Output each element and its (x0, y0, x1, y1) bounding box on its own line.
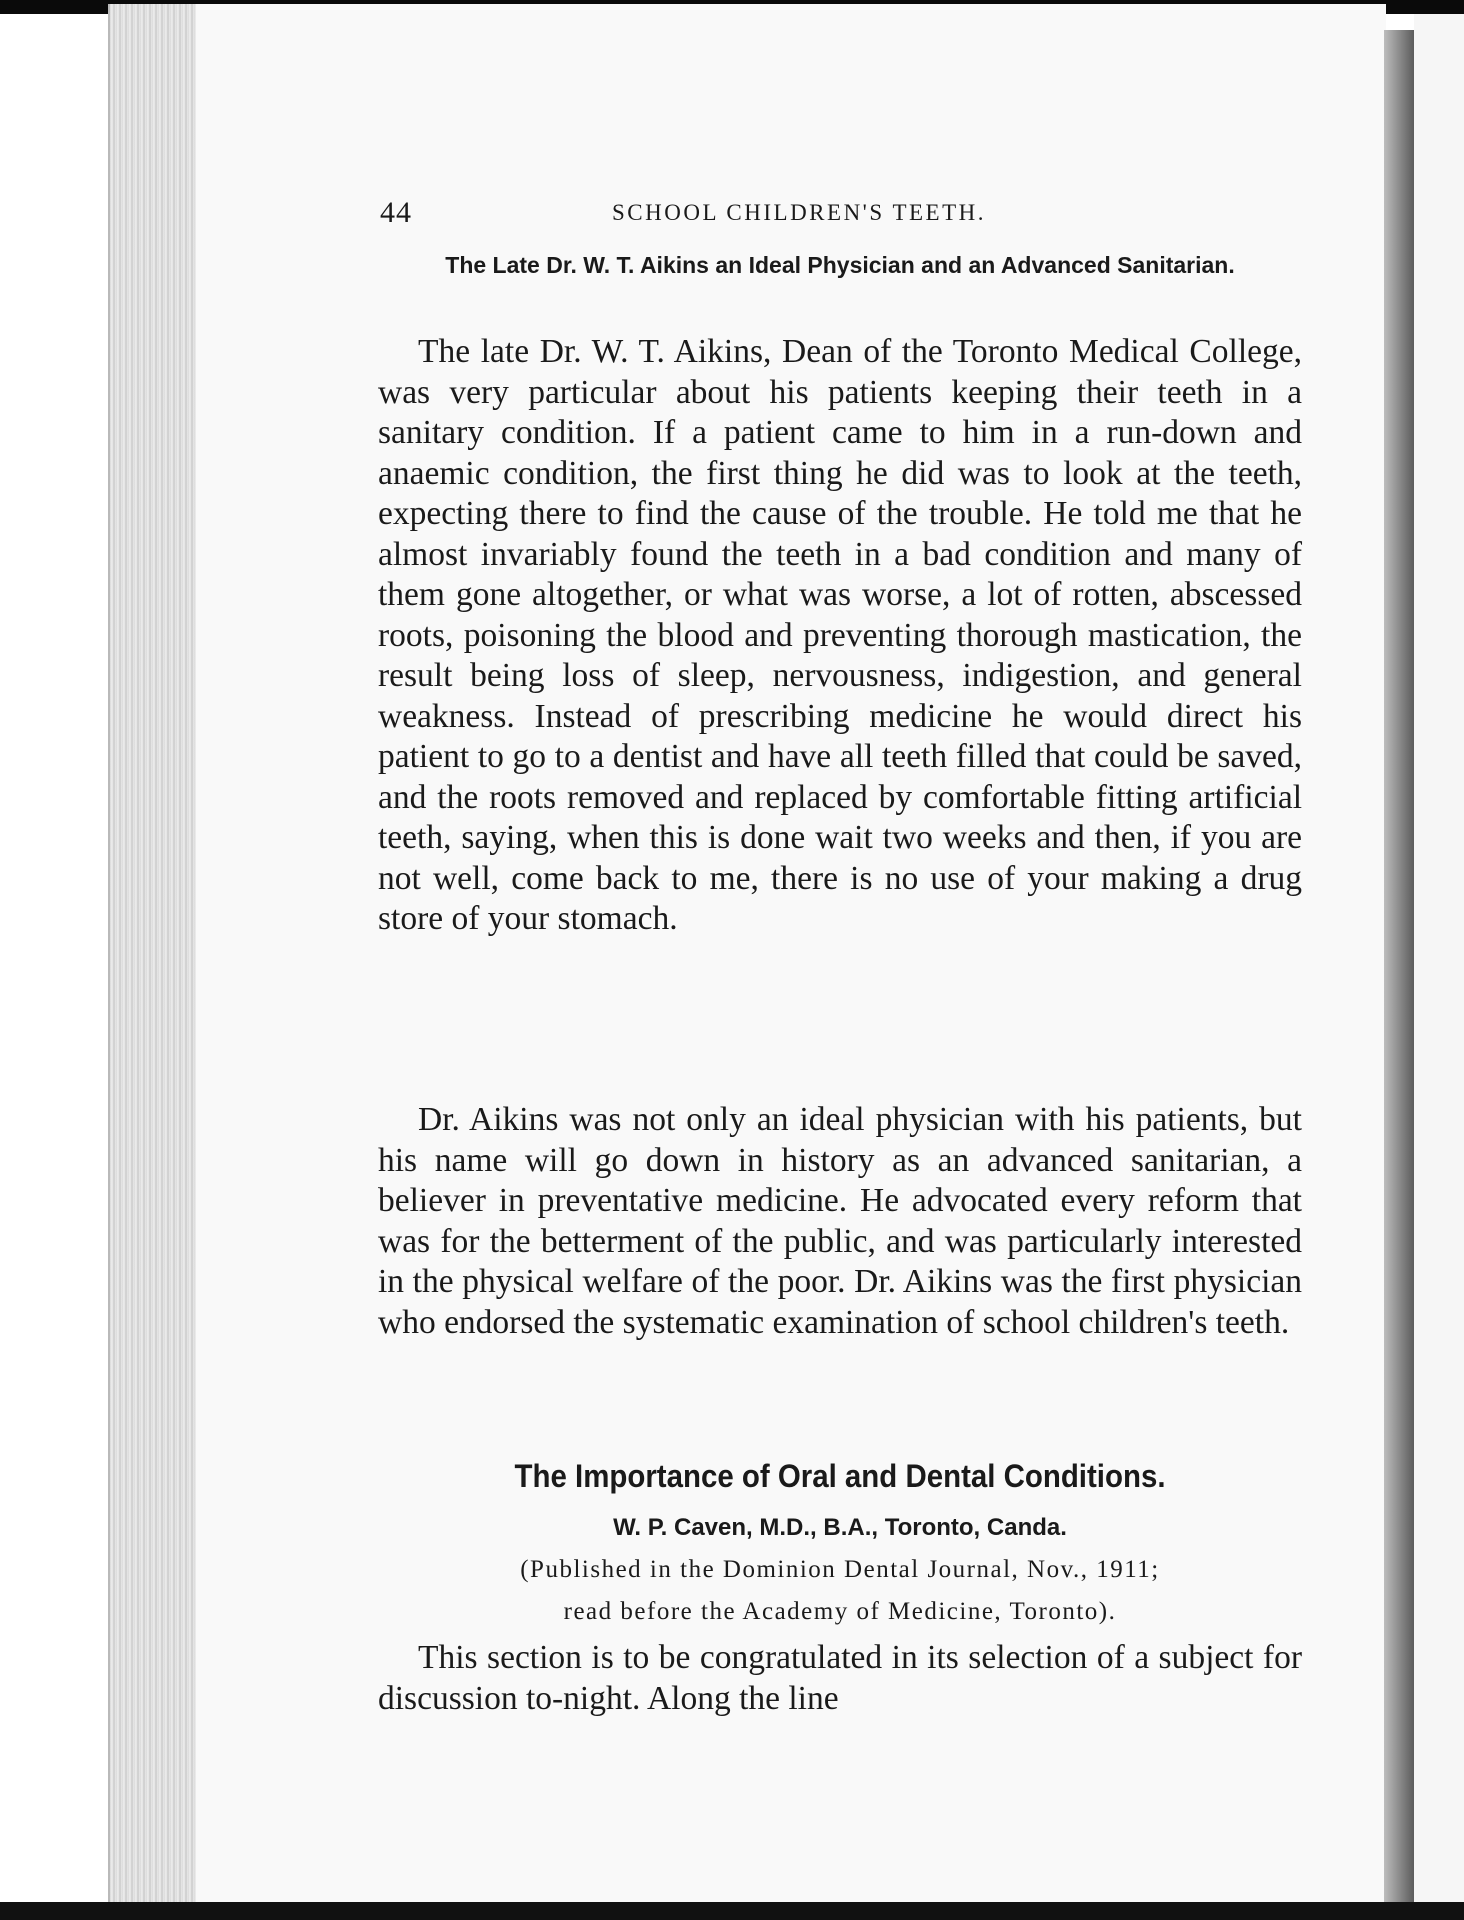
scan-bottom-border (0, 1902, 1464, 1920)
article1-paragraph-2: Dr. Aikins was not only an ideal physician with his patients, but his name will go down in history as an advanced sanitarian, a believer in preventative medicine. He advocated every reform that was for the betterment of the public, and was particularly interested in the physical welfare of the poor. Dr. Aikins was the first physician who endorsed the systematic examination of school children's teeth. (378, 1101, 1302, 1341)
article1-heading: The Late Dr. W. T. Aikins an Ideal Physician and an Advanced Sanitarian. (445, 252, 1235, 278)
book-binding-shadow (1384, 30, 1414, 1910)
article2-publication-note-line1: (Published in the Dominion Dental Journal, Nov., 1911; (520, 1556, 1160, 1583)
running-title: SCHOOL CHILDREN'S TEETH. (612, 200, 987, 225)
article2-heading: The Importance of Oral and Dental Conditions. (514, 1458, 1166, 1494)
book-page-edges (108, 4, 200, 1910)
scan-right-margin (1414, 14, 1464, 1902)
article1-paragraph-1: The late Dr. W. T. Aikins, Dean of the Toronto Medical College, was very particular about his patients keeping their teeth in a sanitary condition. If a patient came to him in a run-down and anaemic condition, the first thing he did was to look at the teeth, expecting there to find the cause of the trouble. He told me that he almost invariably found the teeth in a bad condition and many of them gone altogether, or what was worse, a lot of rotten, abscessed roots, poisoning the blood and preventing thorough mastication, the result being loss of sleep, nervousness, indigestion, and general weakness. Instead of prescribing medicine he would direct his patient to go to a dentist and have all teeth filled that could be saved, and the roots removed and replaced by comfortable fitting artificial teeth, saying, when this is done wait two weeks and then, if you are not well, come back to me, there is no use of your making a drug store of your stomach. (378, 333, 1302, 937)
article2-paragraph: This section is to be congratulated in its selection of a subject for discussion to-night. Along the line (378, 1639, 1302, 1717)
article2-author: W. P. Caven, M.D., B.A., Toronto, Canda. (613, 1514, 1067, 1541)
running-head (380, 196, 1080, 236)
page-number: 44 (380, 196, 412, 229)
article2-publication-note-line2: read before the Academy of Medicine, Toronto). (563, 1598, 1117, 1625)
